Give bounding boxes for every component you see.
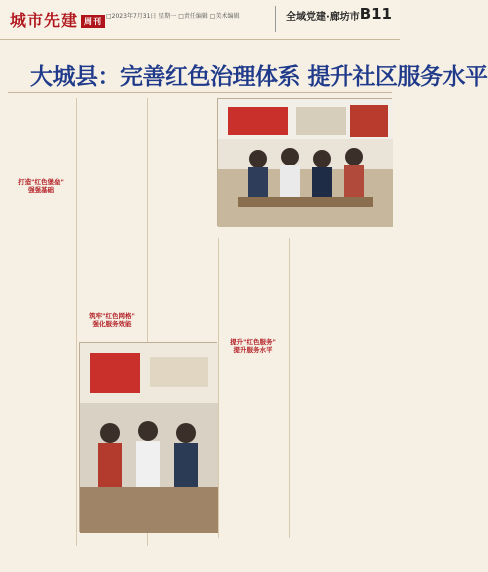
article-text-col2a <box>79 100 145 310</box>
column-divider <box>76 98 77 546</box>
subhead-2: 筑牢"红色网格" 强化服务效能 <box>89 312 135 328</box>
page-number: B11 <box>359 5 392 23</box>
photo-community-center <box>217 98 392 226</box>
section-title: 全域党建·廊坊市 <box>286 12 360 23</box>
photo-meeting <box>79 342 217 532</box>
column-divider <box>289 238 290 538</box>
subhead-1: 打造"红色堡垒" 强强基础 <box>18 178 64 194</box>
column-divider <box>218 238 219 538</box>
article-text-col3a <box>150 100 216 305</box>
issue-info: □2023年7月31日 星期一 □责任编辑 □美术编辑 <box>106 13 240 20</box>
logo-tag: 周刊 <box>81 15 105 28</box>
article-text-col4b <box>220 356 286 536</box>
headline: 大城县：完善红色治理体系 提升社区服务水平 <box>30 64 488 90</box>
header-separator <box>275 6 276 32</box>
photo-illustration <box>218 99 393 227</box>
article-text-col4a <box>220 240 286 336</box>
article-text-col3b <box>150 308 216 338</box>
photo-illustration-bottom <box>80 343 218 533</box>
article-text-col1b <box>8 198 74 545</box>
logo-text: 城市先建 <box>10 11 79 30</box>
article-text-col1a <box>8 100 74 176</box>
subhead-3: 提升"红色服务" 提升服务水平 <box>230 338 276 354</box>
article-text-col5 <box>292 240 392 536</box>
newspaper-logo <box>10 8 105 31</box>
masthead <box>0 0 400 40</box>
headline-rule <box>8 92 392 93</box>
